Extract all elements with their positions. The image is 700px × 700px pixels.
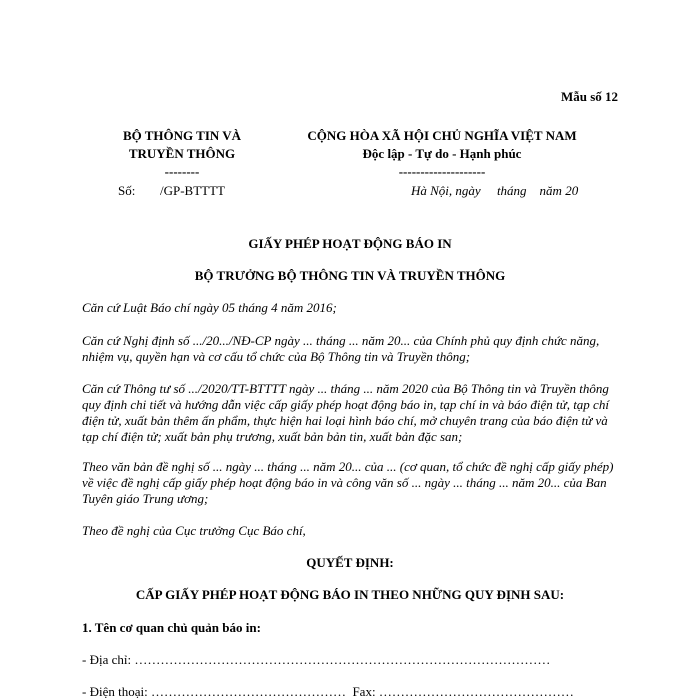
legal-basis-2: Căn cứ Nghị định số .../20.../NĐ-CP ngày ... tháng ... năm 20... của Chính phủ quy định chức năng, nhiệm vụ, quyền hạn và cơ cấu tổ chức của Bộ Thông tin và Truyền thông; <box>82 333 600 364</box>
phone-fax-field: - Điện thoại: ……………………………………… Fax: ……………………………………… <box>82 684 574 699</box>
decision-heading: QUYẾT ĐỊNH: <box>306 555 394 570</box>
section-1-heading: 1. Tên cơ quan chủ quản báo in: <box>82 620 261 635</box>
legal-basis-4: Theo văn bản đề nghị số ... ngày ... tháng ... năm 20... của ... (cơ quan, tổ chức đề nghị cấp giấy phép) về việc đề nghị cấp giấy phép hoạt động báo in và công văn số ... ngày ... tháng ... năm 20... của Ban Tuyên giáo Trung ương; <box>82 459 614 506</box>
country-name: CỘNG HÒA XÃ HỘI CHỦ NGHĨA VIỆT NAM <box>307 128 577 143</box>
document-title: GIẤY PHÉP HOẠT ĐỘNG BÁO IN <box>248 236 452 251</box>
motto: Độc lập - Tự do - Hạnh phúc <box>362 146 522 161</box>
place-date: Hà Nội, ngày tháng năm 20 <box>411 183 579 198</box>
proposal-line: Theo đề nghị của Cục trưởng Cục Báo chí, <box>82 523 306 538</box>
document-subtitle: BỘ TRƯỞNG BỘ THÔNG TIN VÀ TRUYỀN THÔNG <box>194 268 506 283</box>
national-motto <box>272 127 612 181</box>
agency-line-1: BỘ THÔNG TIN VÀ <box>122 128 242 143</box>
legal-basis-3: Căn cứ Thông tư số .../2020/TT-BTTTT ngày ... tháng ... năm 2020 của Bộ Thông tin và Truyền thông quy định chi tiết và hướng dẫn việc cấp giấy phép hoạt động báo in, tạp chí in và báo điện tử, tạp chí điện tử, xuất bản thêm ấn phẩm, thực hiện hai loại hình báo chí, mở chuyên trang của báo điện tử và tạp chí điện tử; xuất bản phụ trương, xuất bản bản tin, xuất bản đặc san; <box>82 381 609 444</box>
legal-basis-1: Căn cứ Luật Báo chí ngày 05 tháng 4 năm 2016; <box>82 300 337 315</box>
motto-divider: -------------------- <box>398 164 486 179</box>
issuing-agency <box>92 127 272 181</box>
address-field: - Địa chỉ: …………………………………………………………………………………… <box>82 652 551 667</box>
number-code: /GP-BTTTT <box>160 183 225 198</box>
number-label: Số: <box>118 183 136 198</box>
agency-divider: -------- <box>164 164 200 179</box>
agency-line-2: TRUYỀN THÔNG <box>128 146 236 161</box>
form-number: Mẫu số 12 <box>560 89 618 104</box>
decision-subheading: CẤP GIẤY PHÉP HOẠT ĐỘNG BÁO IN THEO NHỮNG QUY ĐỊNH SAU: <box>135 587 565 602</box>
